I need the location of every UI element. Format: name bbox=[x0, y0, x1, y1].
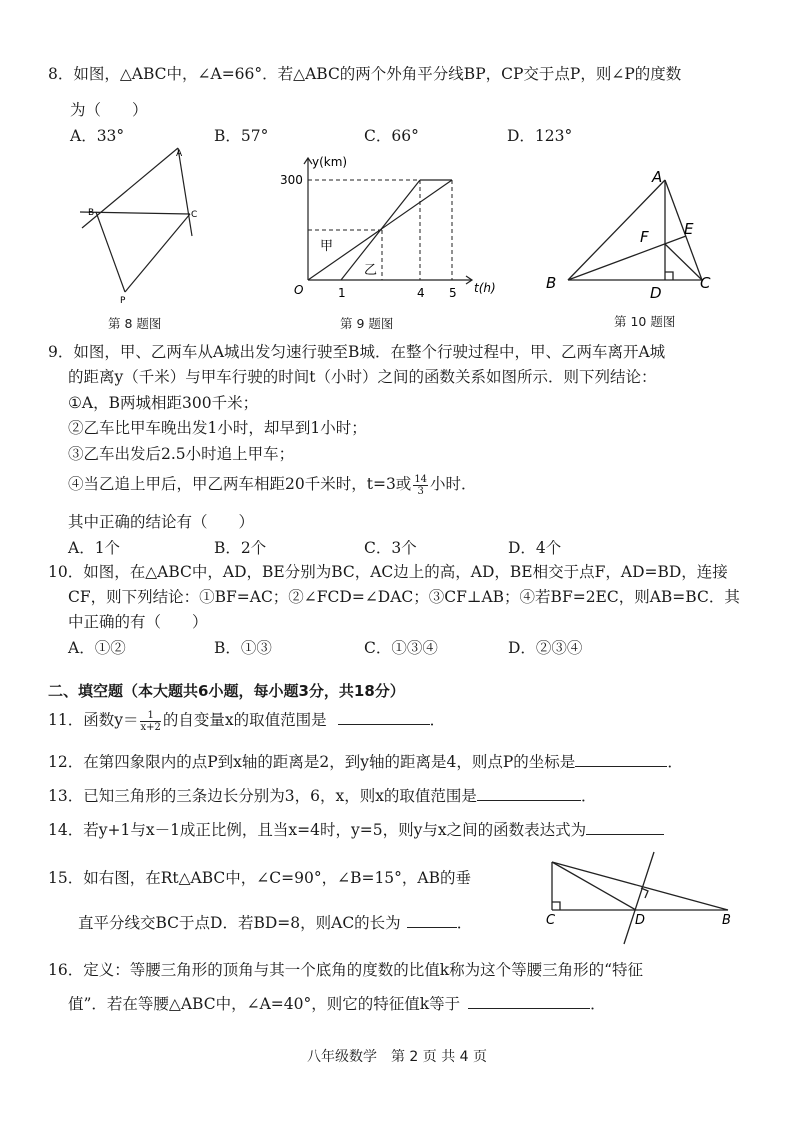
q9-s4-text: ④当乙追上甲后，甲乙两车相距20千米时，t=3或 bbox=[68, 475, 412, 493]
q14-text: 14．若y+1与x－1成正比例，且当x=4时，y=5，则y与x之间的函数表达式为 bbox=[48, 821, 587, 839]
q16-text: 值”．若在等腰△ABC中，∠A=40°，则它的特征值k等于 bbox=[68, 995, 461, 1013]
figure-10 bbox=[540, 160, 720, 300]
q15-line1: 15．如右图，在Rt△ABC中，∠C=90°，∠B=15°，AB的垂 bbox=[48, 869, 472, 887]
q10-line1: 10．如图，在△ABC中，AD，BE分别为BC，AC边上的高，AD，BE相交于点F，AD=BD，连接 bbox=[48, 563, 728, 581]
q12-answer-blank[interactable] bbox=[575, 765, 667, 767]
fig9-series-yi: 乙 bbox=[364, 263, 378, 278]
q13-end: ． bbox=[580, 787, 597, 805]
q9-statement-4 bbox=[68, 472, 477, 497]
q8-option-b: B．57° bbox=[214, 127, 269, 145]
q16-answer-blank[interactable] bbox=[468, 1007, 590, 1009]
q15-text: 直平分线交BC于点D．若BD=8，则AC的长为 bbox=[78, 914, 401, 932]
q13-text: 13．已知三角形的三条边长分别为3，6，x，则x的取值范围是 bbox=[48, 787, 477, 805]
fig15-label-b: B bbox=[722, 913, 731, 928]
q9-option-c: C．3个 bbox=[364, 539, 417, 557]
q10-option-c: C．①③④ bbox=[364, 639, 438, 657]
q9-statement-3: ③乙车出发后2.5小时追上甲车； bbox=[68, 445, 295, 463]
q9-option-d: D．4个 bbox=[508, 539, 562, 557]
fig10-label-a: A bbox=[652, 168, 663, 186]
fig8-label-p: P bbox=[120, 296, 126, 306]
q11 bbox=[48, 708, 445, 733]
section-heading-fill-in: 二、填空题（本大题共6小题，每小题3分，共18分） bbox=[48, 682, 405, 700]
fig10-label-f: F bbox=[640, 228, 649, 246]
q8-line1: 8．如图，△ABC中，∠A=66°．若△ABC的两个外角平分线BP，CP交于点P，则∠P的度数 bbox=[48, 65, 682, 83]
q9-s4-numerator: 14 bbox=[414, 473, 428, 485]
q10-option-b: B．①③ bbox=[214, 639, 272, 657]
fig10-caption: 第 10 题图 bbox=[614, 314, 676, 329]
q8-option-a: A．33° bbox=[70, 127, 125, 145]
fig10-label-c: C bbox=[700, 274, 711, 292]
fig10-label-e: E bbox=[684, 220, 694, 238]
q11-end: ． bbox=[429, 711, 446, 729]
q9-line2: 的距离y（千米）与甲车行驶的时间t（小时）之间的函数关系如图所示．则下列结论： bbox=[68, 368, 657, 386]
q10-line2: CF，则下列结论：①BF=AC；②∠FCD=∠DAC；③CF⊥AB；④若BF=2EC，则AB=BC．其 bbox=[68, 588, 740, 606]
fig9-x-tick-4: 4 bbox=[417, 286, 425, 300]
fig15-label-c: C bbox=[546, 913, 556, 928]
q8-option-d: D．123° bbox=[507, 127, 573, 145]
fig9-x-axis-label: t(h) bbox=[474, 281, 496, 295]
q11-tail: 的自变量x的取值范围是 bbox=[162, 711, 327, 729]
q16-line2 bbox=[68, 992, 606, 1014]
q14-answer-blank[interactable] bbox=[586, 833, 664, 835]
q9-statement-2: ②乙车比甲车晚出发1小时，却早到1小时； bbox=[68, 419, 367, 437]
fig9-y-axis-label: y(km) bbox=[312, 155, 348, 169]
figure-9 bbox=[278, 150, 508, 308]
q9-ask: 其中正确的结论有（ ） bbox=[68, 513, 255, 531]
fig10-label-b: B bbox=[546, 274, 557, 292]
figure-8 bbox=[70, 140, 220, 310]
fig9-series-jia: 甲 bbox=[320, 239, 334, 254]
q15-answer-blank[interactable] bbox=[407, 926, 457, 928]
q9-s4-tail: 小时． bbox=[430, 475, 477, 493]
q16-line1: 16．定义：等腰三角形的顶角与其一个底角的度数的比值k称为这个等腰三角形的“特征 bbox=[48, 961, 644, 979]
q8-option-c: C．66° bbox=[364, 127, 419, 145]
q13-answer-blank[interactable] bbox=[477, 799, 581, 801]
q10-option-a: A．①② bbox=[68, 639, 126, 657]
q12-end: ． bbox=[667, 753, 683, 771]
q9-option-b: B．2个 bbox=[214, 539, 267, 557]
q8-line2: 为（ ） bbox=[70, 101, 148, 119]
q11-text: 11．函数y＝ bbox=[48, 711, 139, 729]
figure-15 bbox=[540, 848, 740, 948]
page-footer: 八年级数学 第 2 页 共 4 页 bbox=[306, 1049, 488, 1065]
fig8-label-b: B bbox=[88, 208, 95, 218]
q12 bbox=[48, 750, 683, 772]
q9-line1: 9．如图，甲、乙两车从A城出发匀速行驶至B城．在整个行驶过程中，甲、乙两车离开A城 bbox=[48, 343, 666, 361]
q11-fraction bbox=[140, 710, 160, 733]
q11-numerator: 1 bbox=[140, 710, 160, 722]
fig9-x-tick-1: 1 bbox=[338, 286, 346, 300]
q10-line3: 中正确的有（ ） bbox=[68, 613, 208, 631]
q14 bbox=[48, 818, 664, 840]
q11-denominator: x+2 bbox=[140, 721, 161, 733]
q9-s4-fraction bbox=[413, 474, 428, 497]
fig8-caption: 第 8 题图 bbox=[108, 316, 162, 331]
fig9-caption: 第 9 题图 bbox=[340, 316, 394, 331]
q11-answer-blank[interactable] bbox=[338, 723, 430, 725]
q15-line2 bbox=[78, 911, 472, 933]
fig9-y-tick-300: 300 bbox=[280, 173, 303, 187]
fig15-label-d: D bbox=[635, 913, 646, 928]
q13 bbox=[48, 784, 596, 806]
q9-option-a: A．1个 bbox=[68, 539, 121, 557]
q16-end: ． bbox=[590, 995, 606, 1013]
fig8-label-a: A bbox=[176, 149, 183, 159]
q15-end: ． bbox=[456, 914, 473, 932]
fig9-x-tick-5: 5 bbox=[449, 286, 457, 300]
q9-s4-denominator: 3 bbox=[417, 485, 424, 497]
q10-option-d: D．②③④ bbox=[508, 639, 583, 657]
fig9-origin: O bbox=[294, 283, 304, 297]
fig10-label-d: D bbox=[650, 284, 662, 300]
fig8-label-c: C bbox=[191, 210, 198, 220]
q9-statement-1: ①A，B两城相距300千米； bbox=[68, 394, 259, 412]
q12-text: 12．在第四象限内的点P到x轴的距离是2，到y轴的距离是4，则点P的坐标是 bbox=[48, 753, 576, 771]
